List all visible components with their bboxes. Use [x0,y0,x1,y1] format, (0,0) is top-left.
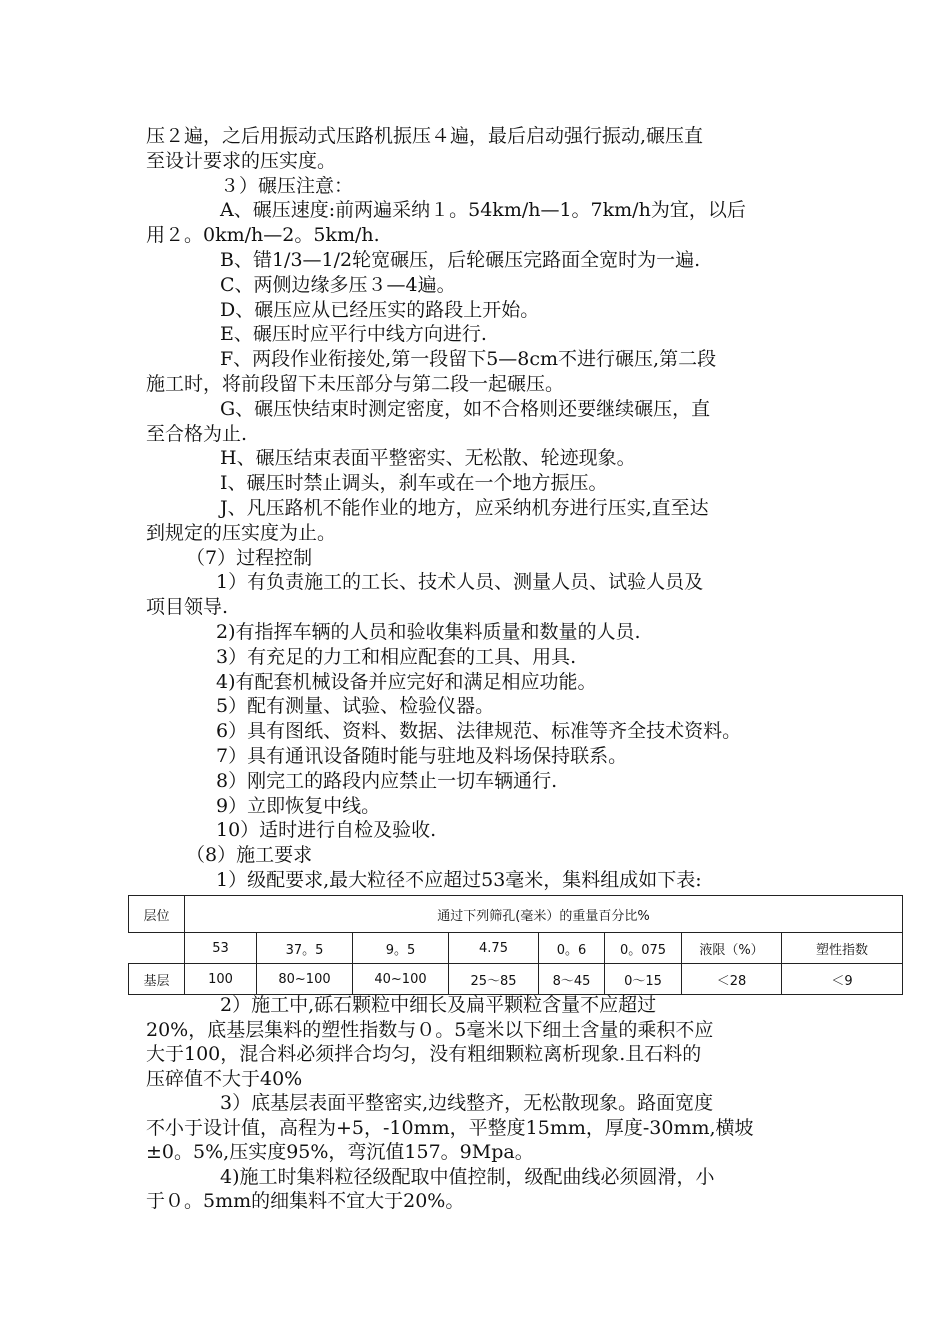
sieve-header: 53 [185,933,257,964]
text-line: 5）配有测量、试验、检验仪器。 [216,695,495,718]
text-line: 于０。5mm的细集料不宜大于20%。 [146,1190,465,1212]
text-line: 1）级配要求,最大粒径不应超过53毫米，集料组成如下表: [216,869,702,891]
table-cell: ＜9 [782,964,903,995]
text-line: 到规定的压实度为止。 [146,521,337,544]
text-line: ±0。5%,压实度95%，弯沉值157。9Mpa。 [146,1141,534,1163]
row-label: 基层 [129,964,185,995]
text-line: C、两侧边缘多压３—4遍。 [220,273,456,296]
table-cell: ＜28 [682,964,782,995]
text-line: 4)有配套机械设备并应完好和满足相应功能。 [216,670,597,693]
table-cell: 100 [185,964,257,995]
text-line: 10）适时进行自检及验收. [216,819,437,842]
text-line: 2)有指挥车辆的人员和验收集料质量和数量的人员. [216,621,641,643]
table-cell: 0～15 [605,964,682,995]
text-line: E、碾压时应平行中线方向进行. [220,323,487,346]
sieve-header: 9。5 [353,933,449,964]
text-line: 9）立即恢复中线。 [216,794,381,817]
text-line: 施工时，将前段留下未压部分与第二段一起碾压。 [146,373,565,395]
text-line: F、两段作业衔接处,第一段留下5—8cm不进行碾压,第二段 [220,348,717,371]
text-line: J、凡压路机不能作业的地方，应采纳机夯进行压实,直至达 [220,497,709,519]
text-line: （7）过程控制 [186,546,313,569]
text-line: I、碾压时禁止调头，刹车或在一个地方振压。 [220,472,608,495]
text-line: B、错1/3—1/2轮宽碾压，后轮碾压完路面全宽时为一遍. [220,249,701,271]
table-cell: 40~100 [353,964,449,995]
text-line: 2）施工中,砾石颗粒中细长及扁平颗粒含量不应超过 [220,994,657,1016]
text-line: 至设计要求的压实度。 [146,149,337,172]
text-line: D、碾压应从已经压实的路段上开始。 [220,298,540,321]
liquid-limit-header: 液限（%） [682,933,782,964]
text-line: G、碾压快结束时测定密度，如不合格则还要继续碾压，直 [220,397,711,420]
text-line: ３）碾压注意： [220,174,354,197]
table-cell: 25～85 [449,964,539,995]
text-line: 3）底基层表面平整密实,边线整齐，无松散现象。路面宽度 [220,1092,714,1114]
text-line: 3）有充足的力工和相应配套的工具、用具. [216,645,577,668]
text-line: A、碾压速度:前两遍采纳１。54km/h—1。7km/h为宜，以后 [220,199,746,222]
sieve-header: 37。5 [257,933,353,964]
text-line: H、碾压结束表面平整密实、无松散、轮迹现象。 [220,447,636,470]
plasticity-index-header: 塑性指数 [782,933,903,964]
text-line: 项目领导. [146,596,229,619]
text-line: 至合格为止. [146,422,248,445]
layer-header: 层位 [129,896,185,933]
sieve-span-header: 通过下列筛孔(毫米）的重量百分比% [185,896,903,933]
sieve-header: 0。075 [605,933,682,964]
text-line: 压碎值不大于40% [146,1067,303,1090]
sieve-header: 0。6 [539,933,605,964]
text-line: 20%，底基层集料的塑性指数与０。5毫米以下细土含量的乘积不应 [146,1018,714,1041]
text-line: 8）刚完工的路段内应禁止一切车辆通行. [216,769,558,792]
text-line: 用２。0km/h—2。5km/h. [146,224,380,247]
text-line: 1）有负责施工的工长、技术人员、测量人员、试验人员及 [216,571,704,594]
text-line: （8）施工要求 [186,844,313,867]
blank-cell [129,933,185,964]
text-line: 4)施工时集料粒径级配取中值控制，级配曲线必须圆滑，小 [220,1165,715,1188]
text-line: 6）具有图纸、资料、数据、法律规范、标准等齐全技术资料。 [216,720,742,743]
sieve-header: 4.75 [449,933,539,964]
table-cell: 8～45 [539,964,605,995]
text-line: 7）具有通讯设备随时能与驻地及料场保持联系。 [216,745,628,767]
text-line: 不小于设计值，高程为+5，-10mm，平整度15mm，厚度-30mm,横坡 [146,1116,754,1139]
text-line: 大于100，混合料必须拌合均匀，没有粗细颗粒离析现象.且石料的 [146,1043,702,1065]
table-cell: 80~100 [257,964,353,995]
text-line: 压２遍，之后用振动式压路机振压４遍，最后启动强行振动,碾压直 [146,125,704,147]
gradation-table [128,895,903,995]
